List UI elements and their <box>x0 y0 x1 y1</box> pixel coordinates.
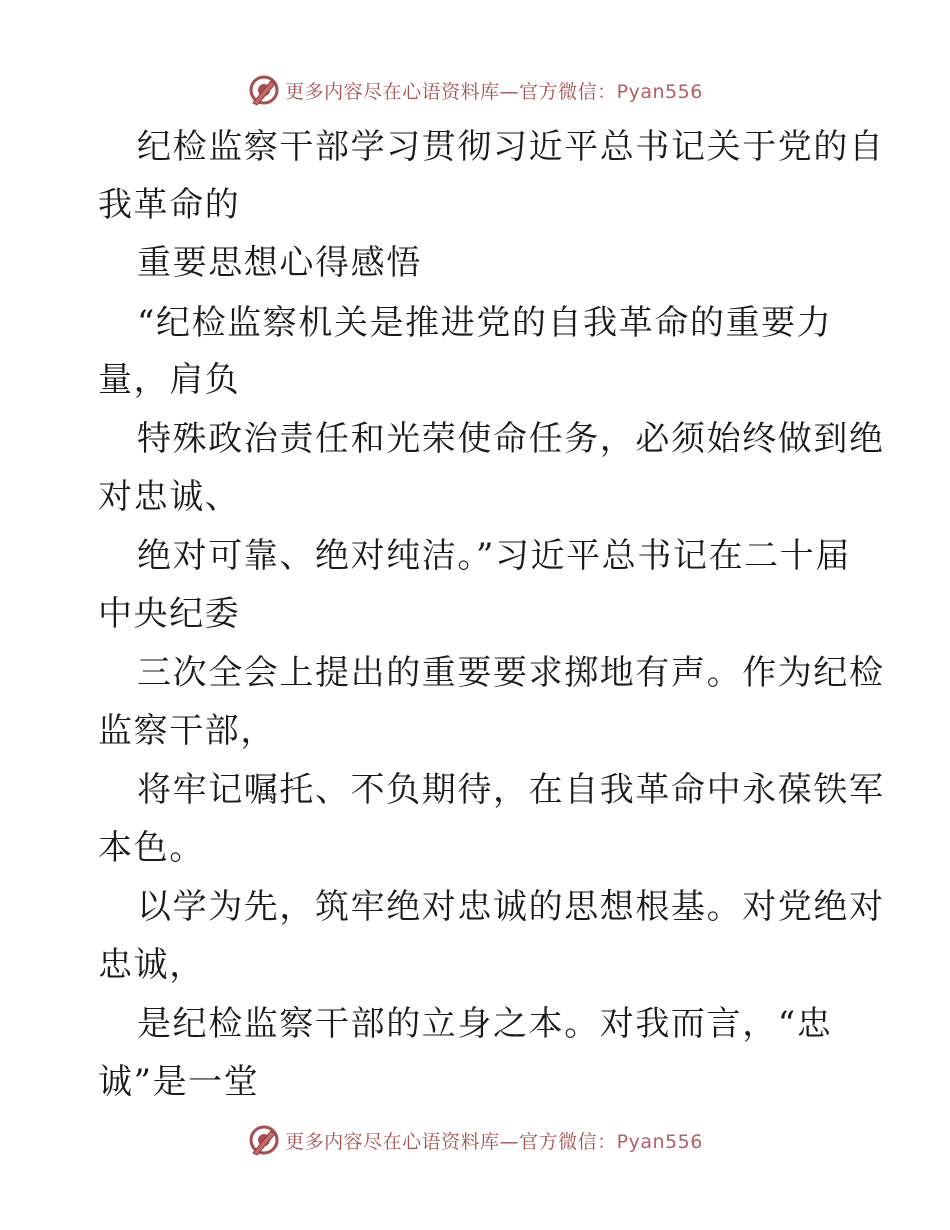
watermark-wechat-id: Pyan556 <box>616 1130 703 1153</box>
text-line: 是纪检监察干部的立身之本。对我而言，“忠 <box>137 1004 833 1044</box>
text-line: 中央纪委 <box>98 594 241 634</box>
text-line: 将牢记嘱托、不负期待，在自我革命中永葆铁军 <box>137 770 885 810</box>
text-line: “纪检监察机关是推进党的自我革命的重要力 <box>137 303 833 343</box>
text-line: 诚”是一堂 <box>98 1062 260 1102</box>
text-line: 绝对可靠、绝对纯洁。”习近平总书记在二十届 <box>137 536 851 576</box>
text-line: 我革命的 <box>98 185 241 225</box>
text-line: 本色。 <box>98 828 205 868</box>
pen-logo-icon <box>247 1123 281 1157</box>
text-line: 特殊政治责任和光荣使命任务，必须始终做到绝 <box>137 419 885 459</box>
text-line: 以学为先，筑牢绝对忠诚的思想根基。对党绝对 <box>137 887 885 927</box>
watermark-site-text: 更多内容尽在心语资料库—官方微信： <box>285 80 617 103</box>
watermark-banner-bottom <box>0 1120 950 1160</box>
watermark-site-text: 更多内容尽在心语资料库—官方微信： <box>285 1130 617 1153</box>
watermark-wechat-id: Pyan556 <box>616 80 703 103</box>
text-line: 量，肩负 <box>98 360 241 400</box>
text-line: 纪检监察干部学习贯彻习近平总书记关于党的自 <box>137 127 885 167</box>
text-line: 监察干部， <box>98 711 276 751</box>
text-line: 重要思想心得感悟 <box>137 243 422 283</box>
text-line: 对忠诚、 <box>98 477 241 517</box>
text-line: 三次全会上提出的重要要求掷地有声。作为纪检 <box>137 653 885 693</box>
text-line: 忠诚， <box>98 945 205 985</box>
